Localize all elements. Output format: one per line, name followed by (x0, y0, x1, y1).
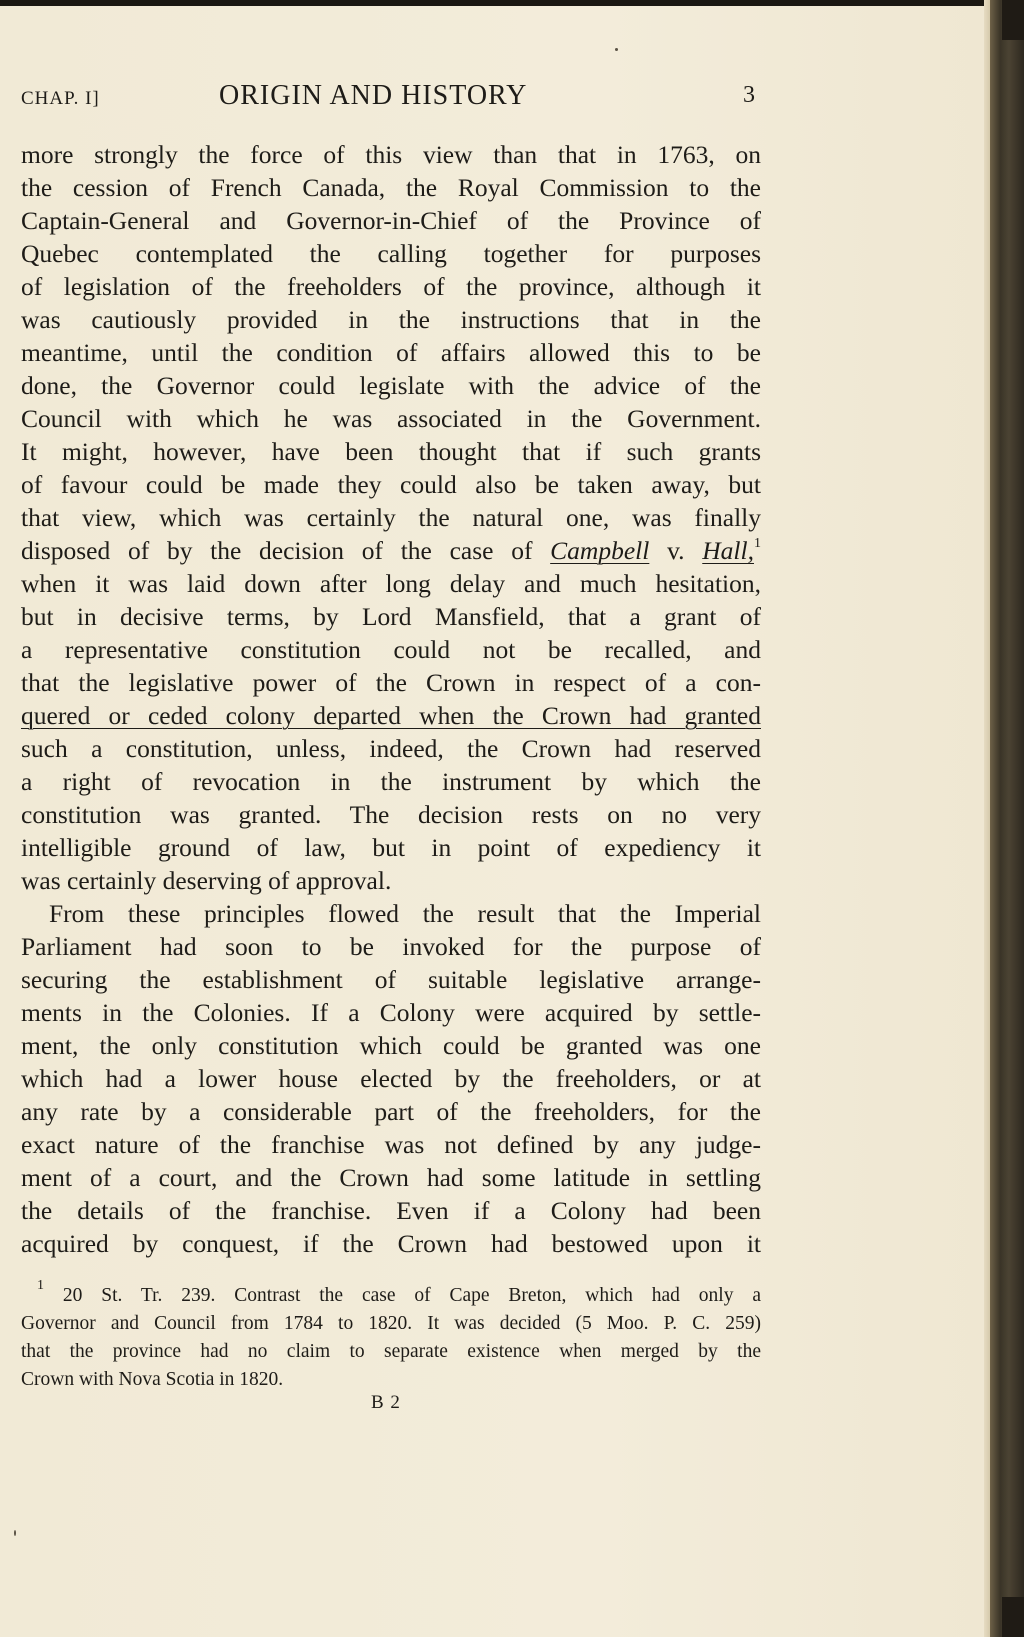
text-line-underlined: quered or ceded colony departed when the Crown had granted (21, 701, 761, 730)
paragraph-start-line: From these principles flowed the result that the Imperial (49, 899, 761, 928)
text-line: of legislation of the freeholders of the province, although it (21, 272, 761, 301)
text-line: acquired by conquest, if the Crown had bestowed upon it (21, 1229, 761, 1258)
text-line: ment of a court, and the Crown had some latitude in settling (21, 1163, 761, 1192)
footnote-text: 20 St. Tr. 239. Contrast the case of Cape Breton, which had only a (62, 1285, 761, 1306)
text-line: more strongly the force of this view than that in 1763, on (21, 140, 761, 169)
paper-speck (615, 48, 618, 51)
running-header (21, 80, 761, 120)
text-line: such a constitution, unless, indeed, the Crown had reserved (21, 734, 761, 763)
signature-mark: B 2 (371, 1392, 401, 1413)
footnote-line: Governor and Council from 1784 to 1820. It was decided (5 Moo. P. C. 259) (21, 1313, 761, 1334)
spine-dark-mark (1002, 1597, 1024, 1637)
text-line: meantime, until the condition of affairs allowed this to be (21, 338, 761, 367)
paper-speck (14, 1530, 16, 1536)
text-line: ments in the Colonies. If a Colony were acquired by settle- (21, 998, 761, 1027)
text-line: of favour could be made they could also be taken away, but (21, 470, 761, 499)
text-line: constitution was granted. The decision rests on no very (21, 800, 761, 829)
text-line: ment, the only constitution which could be granted was one (21, 1031, 761, 1060)
text-line: when it was laid down after long delay and much hesitation, (21, 569, 761, 598)
text-line: the cession of French Canada, the Royal Commission to the (21, 173, 761, 202)
case-party-hall: Hall, (702, 536, 754, 565)
case-party-campbell: Campbell (550, 536, 650, 565)
text-line: Quebec contemplated the calling together for purposes (21, 239, 761, 268)
footnote-line (21, 1278, 761, 1310)
paragraph-end-line: was certainly deserving of approval. (21, 866, 392, 895)
text-line: but in decisive terms, by Lord Mansfield, that a grant of (21, 602, 761, 631)
text-line: a representative constitution could not be recalled, and (21, 635, 761, 664)
footnote (21, 1278, 761, 1394)
spine-dark-mark (1002, 0, 1024, 40)
text-line: securing the establishment of suitable legislative arrange- (21, 965, 761, 994)
running-title: ORIGIN AND HISTORY (219, 80, 528, 111)
text-line: that the legislative power of the Crown in respect of a con- (21, 668, 761, 697)
text-line: which had a lower house elected by the freeholders, or at (21, 1064, 761, 1093)
text-line: a right of revocation in the instrument by which the (21, 767, 761, 796)
chapter-label: CHAP. I] (21, 88, 100, 109)
text-line: intelligible ground of law, but in point of expediency it (21, 833, 761, 862)
footnote-line: that the province had no claim to separate existence when merged by the (21, 1341, 761, 1362)
page-number: 3 (743, 82, 755, 108)
text-line: any rate by a considerable part of the freeholders, for the (21, 1097, 761, 1126)
page-top-edge (0, 0, 990, 6)
text-line: exact nature of the franchise was not defined by any judge- (21, 1130, 761, 1159)
footnote-reference: 1 (753, 536, 761, 551)
text-line: It might, however, have been thought that if such grants (21, 437, 761, 466)
text-line: that view, which was certainly the natural one, was finally (21, 503, 761, 532)
text-line: Parliament had soon to be invoked for the purpose of (21, 932, 761, 961)
text-line: done, the Governor could legislate with the advice of the (21, 371, 761, 400)
book-spine (990, 0, 1024, 1637)
case-prefix: disposed of by the decision of the case of (21, 536, 551, 565)
footnote-line: Crown with Nova Scotia in 1820. (21, 1369, 284, 1390)
case-citation-line (21, 534, 761, 567)
text-line: the details of the franchise. Even if a Colony had been (21, 1196, 761, 1225)
body-text (21, 138, 761, 1260)
text-line: Council with which he was associated in the Government. (21, 404, 761, 433)
case-versus: v. (649, 536, 703, 565)
footnote-marker: 1 (37, 1278, 44, 1293)
text-line: was cautiously provided in the instructions that in the (21, 305, 761, 334)
text-line: Captain-General and Governor-in-Chief of the Province of (21, 206, 761, 235)
